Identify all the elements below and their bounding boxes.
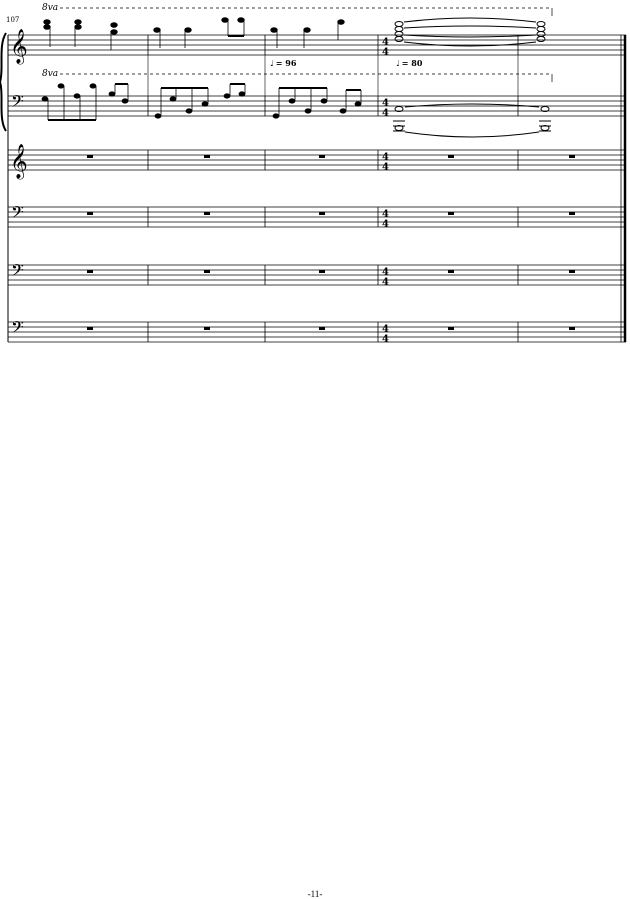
notes-measure-1-lh xyxy=(42,84,128,120)
time-signature-bottom-lh: 4 xyxy=(382,108,389,119)
staff-5 xyxy=(8,260,626,288)
bass-clef-icon: 𝄢 xyxy=(11,91,24,115)
tempo-marking-80: ♩ = 80 xyxy=(396,58,423,68)
tied-octave-lh xyxy=(393,104,551,137)
staff-3 xyxy=(8,144,626,180)
whole-rest-icon xyxy=(87,327,575,330)
staff-piano-lh xyxy=(8,69,626,137)
whole-rest-icon xyxy=(87,212,575,215)
time-sig-bottom: 4 xyxy=(382,219,389,230)
staff-piano-rh xyxy=(8,3,626,68)
time-sig-bottom: 4 xyxy=(382,334,389,345)
time-sig-top: 4 xyxy=(382,324,389,335)
bass-clef-icon: 𝄢 xyxy=(11,202,24,226)
final-barline xyxy=(621,35,625,342)
time-signature-bottom: 4 xyxy=(382,47,389,58)
treble-clef-icon: 𝄞 xyxy=(10,144,28,179)
notes-measure-3-rh xyxy=(271,20,344,48)
time-sig-bottom: 4 xyxy=(382,277,389,288)
time-signature-top: 4 xyxy=(382,37,389,48)
staff-4 xyxy=(8,202,626,230)
notes-measure-2-rh xyxy=(154,18,244,48)
bass-clef-icon: 𝄢 xyxy=(11,260,24,284)
time-sig-bottom: 4 xyxy=(382,162,389,173)
tempo-marking-96: ♩ = 96 xyxy=(270,58,297,68)
time-signature-top-lh: 4 xyxy=(382,98,389,109)
treble-clef-icon: 𝄞 xyxy=(10,29,28,64)
whole-rest-icon xyxy=(87,270,575,273)
staff-6 xyxy=(8,317,626,345)
tied-chord-rh xyxy=(395,18,545,46)
page-number: -11- xyxy=(307,889,323,899)
piano-brace xyxy=(0,33,6,131)
ottava-mark-upper: 8va xyxy=(42,3,59,13)
time-sig-top: 4 xyxy=(382,152,389,163)
whole-rest-icon xyxy=(87,155,575,158)
time-sig-top: 4 xyxy=(382,267,389,278)
ottava-mark-lower: 8va xyxy=(42,69,59,79)
bass-clef-icon: 𝄢 xyxy=(11,317,24,341)
measure-number: 107 xyxy=(6,16,20,24)
notes-measure-3-lh xyxy=(273,88,361,118)
time-sig-top: 4 xyxy=(382,209,389,220)
